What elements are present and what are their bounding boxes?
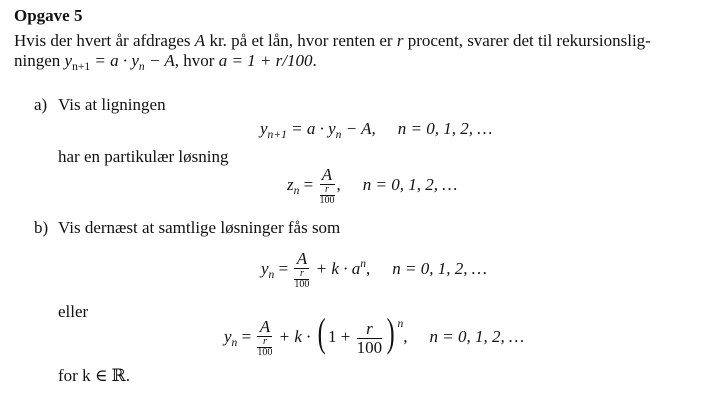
eq-range: n = 0, 1, 2, …: [392, 258, 487, 278]
denominator: [294, 269, 309, 290]
part-b-equation-2: $y_n$ = $\frac{A}{\frac{r}{100}}$ + k · ( 1 + $\frac{r}{100}$ ) $^n$, n = 0, 1, 2, …: [224, 309, 525, 358]
one-plus: 1 +: [328, 326, 355, 346]
denominator: [320, 185, 335, 206]
denominator: [257, 337, 272, 358]
equals: =: [274, 258, 293, 278]
numerator: A: [321, 165, 333, 184]
recursion-rhs: = a · y: [94, 51, 139, 70]
eq-mid: + k ·: [274, 326, 315, 346]
equals: =: [299, 174, 318, 194]
eq-lhs: y: [261, 258, 269, 278]
eq-rhs: = a · y: [286, 119, 336, 138]
denominator: 100: [356, 337, 383, 357]
eq-range: n = 0, 1, 2, …: [397, 119, 493, 138]
eq-rest: + k · a: [311, 258, 361, 278]
subscript: n: [293, 183, 300, 197]
part-b-text-2: eller: [58, 302, 89, 321]
subscript: n: [231, 335, 238, 349]
subscript: n+1: [72, 60, 91, 74]
subscript: n: [138, 60, 145, 74]
intro-text: ningen: [14, 51, 65, 70]
recursion-minus-A: − A: [144, 51, 175, 70]
var-r: r: [396, 31, 404, 50]
numerator: A: [296, 249, 308, 268]
denominator-den: 100: [257, 346, 273, 358]
denominator-den: 100: [319, 194, 335, 206]
intro-text: procent, svarer det til rekursionslig-: [403, 31, 651, 50]
a-definition: a = 1 + r/100: [218, 51, 313, 70]
denominator-den: 100: [294, 278, 310, 290]
intro-line-1: [14, 31, 651, 51]
subscript: n: [268, 267, 275, 281]
fraction: [257, 318, 272, 358]
intro-text: , hvor: [174, 51, 219, 70]
part-a-text-2: har en partikulær løsning: [58, 147, 229, 166]
eq-lhs: z: [287, 174, 294, 194]
intro-line-2: [14, 51, 317, 74]
var-y: y: [64, 51, 73, 70]
part-a-equation-2: [287, 166, 457, 206]
equals: =: [237, 326, 256, 346]
part-a-text-1: Vis at ligningen: [58, 95, 166, 114]
eq-range: n = 0, 1, 2, …: [429, 326, 525, 346]
subscript: n+1: [267, 128, 287, 142]
intro-text: Hvis der hvert år afdrages: [14, 31, 195, 50]
part-b-equation-1: [261, 250, 487, 290]
part-a-equation-1: [260, 119, 493, 142]
eq-range: n = 0, 1, 2, …: [362, 174, 458, 194]
comma: ,: [365, 258, 371, 278]
eq-lhs: y: [260, 119, 268, 138]
fraction: [294, 250, 309, 290]
fraction: [320, 166, 335, 206]
comma: ,: [336, 174, 341, 194]
var-A: A: [194, 31, 206, 50]
denominator-num: r: [299, 267, 304, 279]
part-b-text-3: for k ∈ ℝ.: [58, 366, 131, 385]
denominator-num: r: [325, 183, 329, 195]
part-b-label: b): [34, 218, 49, 237]
inner-fraction: [357, 320, 383, 356]
part-a-label: a): [34, 95, 48, 114]
intro-text: kr. på et lån, hvor renten er: [205, 31, 397, 50]
period: .: [312, 51, 317, 70]
eq-rhs-end: − A,: [341, 119, 376, 138]
part-b-text-1: Vis dernæst at samtlige løsninger fås som: [58, 218, 341, 237]
eq-lhs: y: [224, 326, 232, 346]
superscript: n: [397, 316, 404, 330]
comma: ,: [403, 326, 408, 346]
numerator: r: [366, 319, 373, 338]
numerator: A: [259, 317, 271, 336]
exercise-title: Opgave 5: [14, 6, 83, 25]
superscript: n: [360, 256, 366, 270]
subscript: n: [335, 128, 342, 142]
denominator-num: r: [262, 335, 267, 347]
